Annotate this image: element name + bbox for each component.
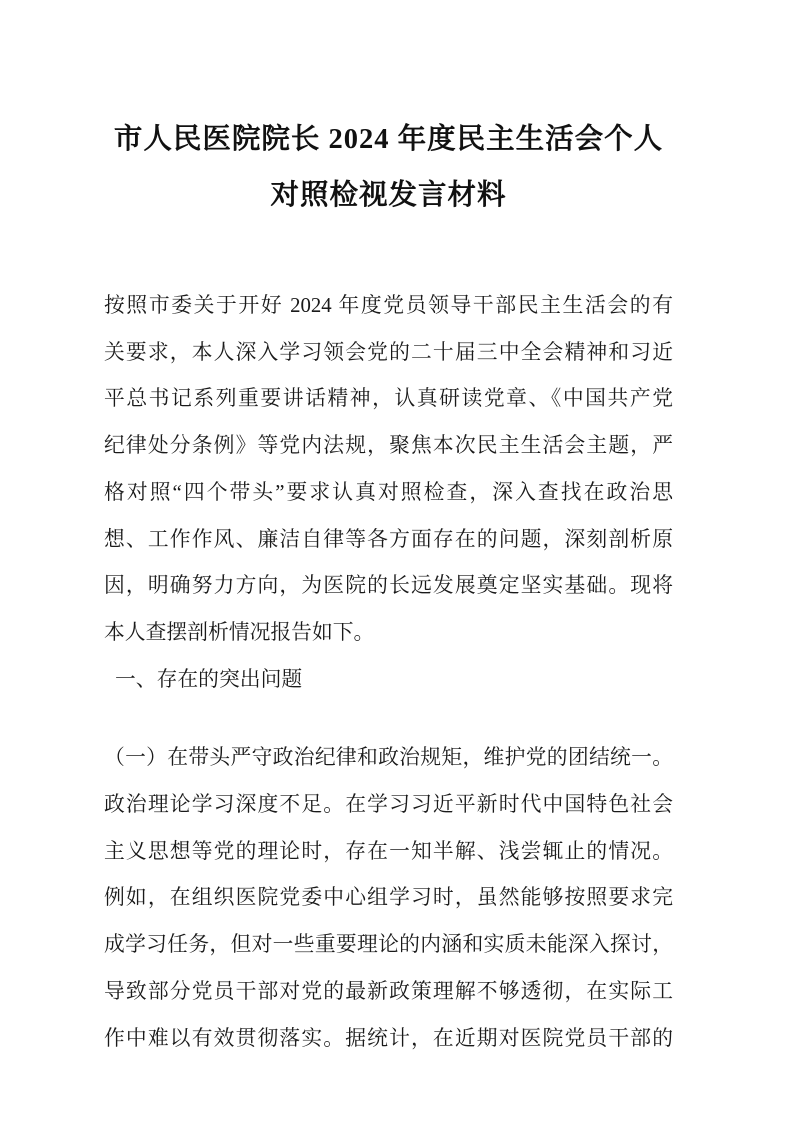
text-line: 想、工作作风、廉洁自律等各方面存在的问题，深刻剖析原: [104, 527, 673, 551]
text-line: 例如，在组织医院党委中心组学习时，虽然能够按照要求完: [104, 886, 673, 910]
section-1-heading: 一、存在的突出问题: [115, 667, 303, 691]
text-line: 平总书记系列重要讲话精神，认真研读党章、《中国共产党: [104, 387, 673, 411]
text-line: 主义思想等党的理论时，存在一知半解、浅尝辄止的情况。: [104, 839, 673, 863]
text-line: 按照市委关于开好 2024 年度党员领导干部民主生活会的有: [104, 294, 673, 317]
document-title-line-2: 对照检视发言材料: [270, 180, 507, 211]
text-line: 政治理论学习深度不足。在学习习近平新时代中国特色社会: [104, 793, 673, 817]
text-line: 成学习任务，但对一些重要理论的内涵和实质未能深入探讨，: [104, 933, 673, 957]
document-title: [104, 112, 673, 224]
opening-paragraph: [104, 283, 673, 657]
issue-paragraph: [104, 735, 673, 1062]
text-line: 本人查摆剖析情况报告如下。: [104, 620, 375, 644]
text-line: 格对照“四个带头”要求认真对照检查，深入查找在政治思: [104, 480, 673, 504]
text-line: 因，明确努力方向，为医院的长远发展奠定坚实基础。现将: [104, 574, 673, 598]
text-line: （一）在带头严守政治纪律和政治规矩，维护党的团结统一。: [104, 746, 673, 770]
text-line: 导致部分党员干部对党的最新政策理解不够透彻，在实际工: [104, 979, 673, 1003]
text-line: 纪律处分条例》等党内法规，聚焦本次民主生活会主题，严: [104, 434, 673, 458]
document-title-line-1: 市人民医院院长 2024 年度民主生活会个人: [113, 124, 664, 155]
text-line: 作中难以有效贯彻落实。据统计，在近期对医院党员干部的: [104, 1026, 673, 1050]
text-line: 关要求，本人深入学习领会党的二十届三中全会精神和习近: [104, 340, 673, 364]
